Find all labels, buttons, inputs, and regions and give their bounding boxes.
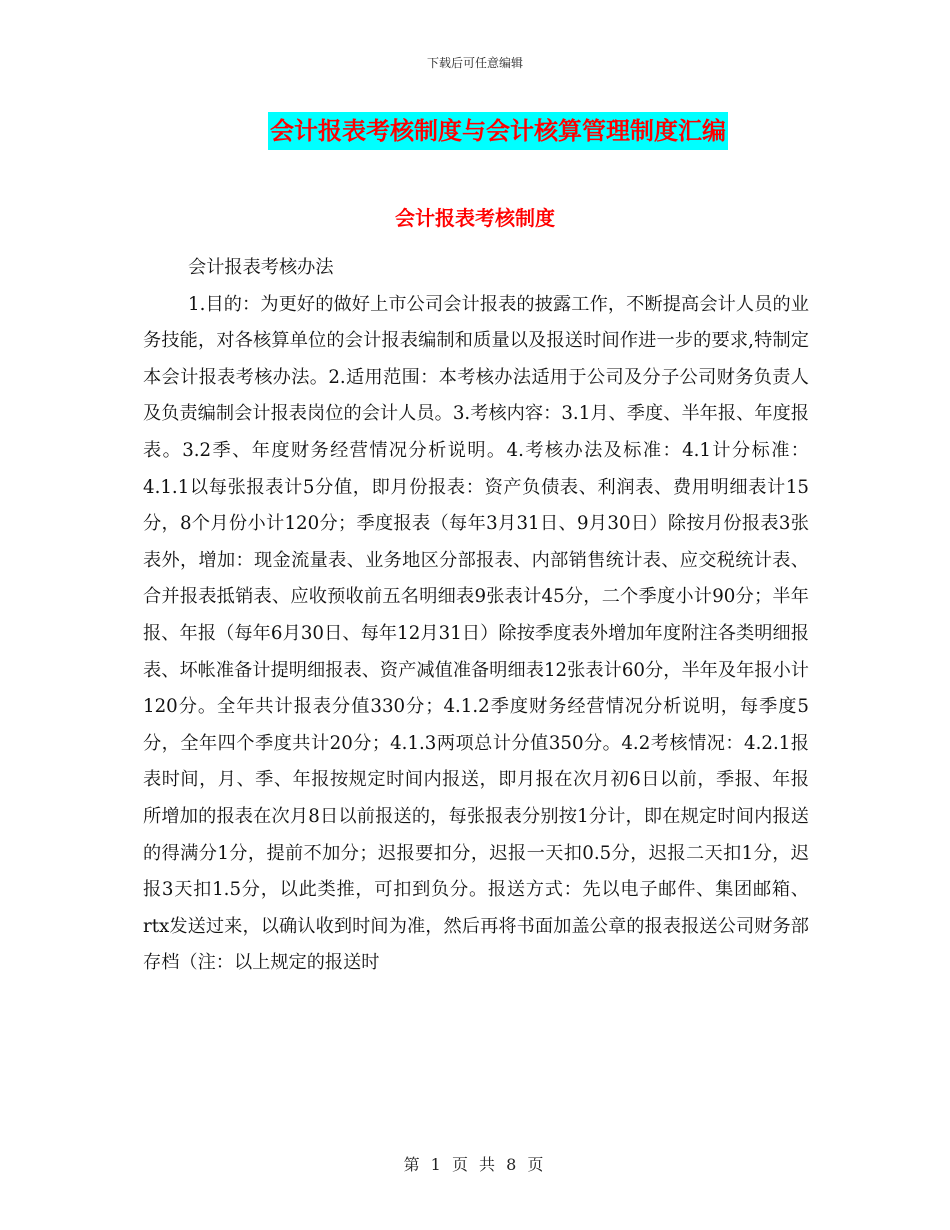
page-footer: 第 1 页 共 8 页 — [403, 1155, 547, 1174]
document-body — [143, 250, 809, 982]
main-title: 会计报表考核制度与会计核算管理制度汇编 — [268, 112, 728, 150]
section-heading: 会计报表考核办法 — [188, 257, 334, 278]
page-header-note: 下载后可任意编辑 — [426, 56, 523, 70]
section-title: 会计报表考核制度 — [395, 206, 555, 230]
body-paragraph: 1.目的：为更好的做好上市公司会计报表的披露工作，不断提高会计人员的业务技能，对各核算单位的会计报表编制和质量以及报送时间作进一步的要求,特制定本会计报表考核办法。2.适用范围：本考核办法适用于公司及分子公司财务负责人及负责编制会计报表岗位的会计人员。3.考核内容：3.1月、季度、半年报、年度报表。3.2季、年度财务经营情况分析说明。4.考核办法及标准：4.1计分标准：4.1.1以每张报表计5分值，即月份报表：资产负债表、利润表、费用明细表计15分，8个月份小计120分；季度报表（每年3月31日、9月30日）除按月份报表3张表外，增加：现金流量表、业务地区分部报表、内部销售统计表、应交税统计表、合并报表抵销表、应收预收前五名明细表9张表计45分，二个季度小计90分；半年报、年报（每年6月30日、每年12月31日）除按季度表外增加年度附注各类明细报表、坏帐准备计提明细报表、资产减值准备明细表12张表计60分，半年及年报小计120分。全年共计报表分值330分；4.1.2季度财务经营情况分析说明，每季度5分，全年四个季度共计20分；4.1.3两项总计分值350分。4.2考核情况：4.2.1报表时间，月、季、年报按规定时间内报送，即月报在次月初6日以前，季报、年报所增加的报表在次月8日以前报送的，每张报表分别按1分计，即在规定时间内报送的得满分1分，提前不加分；迟报要扣分，迟报一天扣0.5分，迟报二天扣1分，迟报3天扣1.5分，以此类推，可扣到负分。报送方式：先以电子邮件、集团邮箱、rtx发送过来，以确认收到时间为准，然后再将书面加盖公章的报表报送公司财务部存档（注：以上规定的报送时 — [143, 293, 809, 974]
main-title-container — [0, 112, 950, 150]
